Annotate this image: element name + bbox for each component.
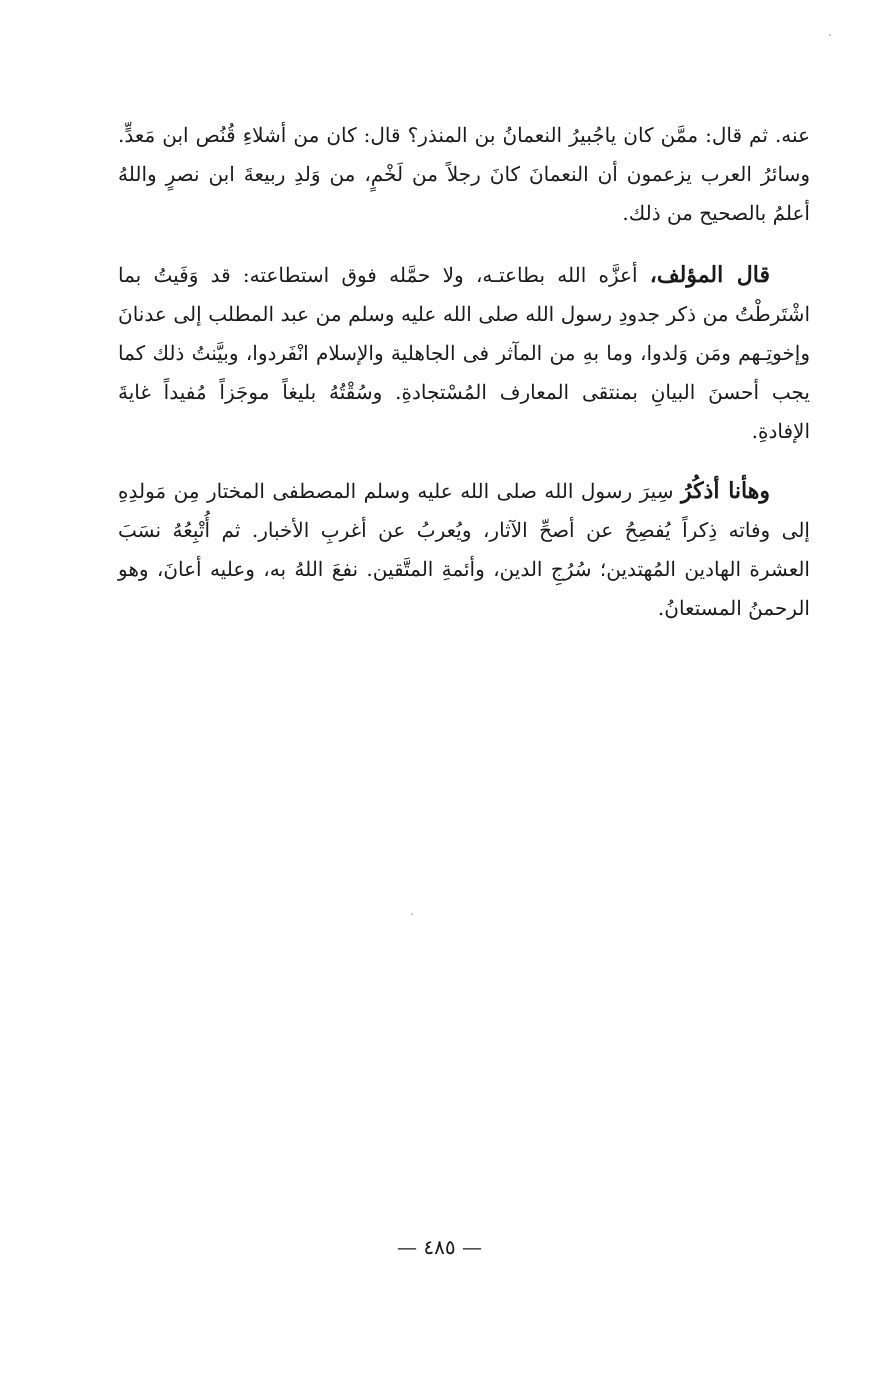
paragraph-2: [118, 256, 810, 451]
scan-speck: [829, 34, 831, 36]
paragraph-3-text: سِيرَ رسول الله صلى الله عليه وسلم المصطفى المختار مِن مَولدِهِ إلى وفاته ذِكراً يُفصِحُ عن أصحِّ الآثار، ويُعربُ عن أغربِ الأخبار. ثم أُتْبِعُهُ نسَبَ العشرة الهادين المُهتدين؛ سُرُجِ الدين، وأئمةِ المتَّقين. نفعَ اللهُ به، وعليه أعانَ، وهو الرحمنُ المستعانُ.: [118, 479, 810, 620]
paragraph-3: [118, 472, 810, 628]
paragraph-1-text: عنه. ثم قال: ممَّن كان ياجُبيرُ النعمانُ بن المنذر؟ قال: كان من أشلاءِ قُنُص ابن مَعدٍّ. وسائرُ العرب يزعمون أن النعمانَ كانَ رجلاً من لَخْمٍ، من وَلدِ ربيعةَ ابن نصرٍ واللهُ أعلمُ بالصحيح من ذلك.: [118, 123, 810, 225]
paragraph-2-lead: قال المؤلف،: [649, 262, 770, 288]
page-number: — ٤٨٥ —: [397, 1235, 482, 1259]
paragraph-1: [118, 116, 810, 233]
paragraph-3-lead: وهأنا أذكُرُ: [680, 478, 770, 504]
scan-speck: [411, 913, 413, 915]
paragraph-2-text: أعزَّه الله بطاعتـه، ولا حمَّله فوق استطاعته: قد وَفَيتُ بما اشْتَرطْتُ من ذكر جدودِ رسول الله صلى الله عليه وسلم من عبد المطلب إلى عدنانَ وإخوتِـهم ومَن وَلدوا، وما بهِ من المآثر فى الجاهلية والإسلام انْفَردوا، وبيَّنتُ ذلك كما يجب أحسنَ البيانِ بمنتقى المعارف المُسْتجادةِ. وسُقْتُهُ بليغاً موجَزاً مُفيداً غايةَ الإفادةِ.: [118, 263, 810, 443]
